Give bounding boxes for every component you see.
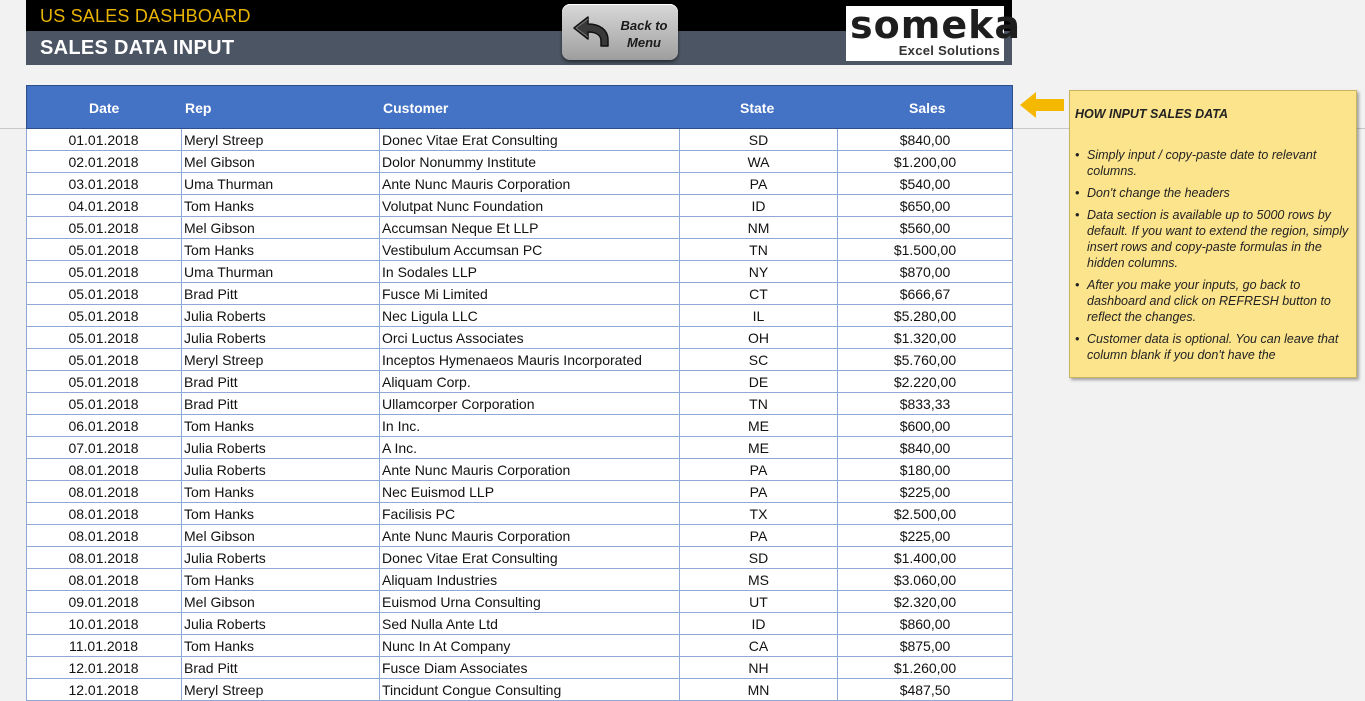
customer-cell[interactable]: Dolor Nonummy Institute [382, 154, 537, 170]
back-button-label [614, 17, 674, 51]
sales-cell[interactable]: $875,00 [899, 638, 951, 654]
table-row [26, 679, 1013, 701]
date-cell[interactable]: 05.01.2018 [68, 264, 139, 280]
rep-cell[interactable]: Julia Roberts [184, 330, 266, 346]
logo-subtitle: Excel Solutions [898, 43, 1000, 58]
rep-cell[interactable]: Brad Pitt [184, 374, 238, 390]
customer-cell[interactable]: A Inc. [382, 440, 418, 456]
sales-cell[interactable]: $2.500,00 [893, 506, 957, 522]
state-cell[interactable]: PA [749, 462, 768, 478]
sales-cell[interactable]: $840,00 [899, 440, 951, 456]
table-header-row [26, 85, 1013, 129]
state-cell[interactable]: NH [748, 660, 769, 676]
state-cell[interactable]: NY [748, 264, 769, 280]
table-row [26, 239, 1013, 261]
table-row [26, 173, 1013, 195]
rep-cell[interactable]: Brad Pitt [184, 660, 238, 676]
customer-cell[interactable]: Ante Nunc Mauris Corporation [382, 462, 571, 478]
date-cell[interactable]: 08.01.2018 [68, 572, 139, 588]
date-cell[interactable]: 08.01.2018 [68, 528, 139, 544]
table-row [26, 613, 1013, 635]
date-cell[interactable]: 01.01.2018 [68, 132, 139, 148]
date-cell[interactable]: 12.01.2018 [68, 660, 139, 676]
rep-cell[interactable]: Julia Roberts [184, 616, 266, 632]
table-row [26, 569, 1013, 591]
date-cell[interactable]: 08.01.2018 [68, 506, 139, 522]
date-cell[interactable]: 09.01.2018 [68, 594, 139, 610]
rep-cell[interactable]: Mel Gibson [184, 528, 255, 544]
table-row [26, 371, 1013, 393]
rep-cell[interactable]: Brad Pitt [184, 286, 238, 302]
sales-cell[interactable]: $650,00 [899, 198, 951, 214]
state-cell[interactable]: MS [748, 572, 769, 588]
sales-cell[interactable]: $2.220,00 [893, 374, 957, 390]
back-button-line2: Menu [627, 35, 661, 50]
sales-cell[interactable]: $180,00 [899, 462, 951, 478]
sales-cell[interactable]: $3.060,00 [893, 572, 957, 588]
sales-cell[interactable]: $600,00 [899, 418, 951, 434]
state-cell[interactable]: WA [747, 154, 770, 170]
note-title: HOW INPUT SALES DATA [1075, 107, 1229, 121]
rep-cell[interactable]: Uma Thurman [184, 264, 274, 280]
customer-cell[interactable]: In Inc. [382, 418, 421, 434]
state-cell[interactable]: DE [748, 374, 769, 390]
state-cell[interactable]: SC [748, 352, 769, 368]
table-row [26, 217, 1013, 239]
state-cell[interactable]: PA [749, 176, 768, 192]
sales-cell[interactable]: $1.400,00 [893, 550, 957, 566]
date-cell[interactable]: 10.01.2018 [68, 616, 139, 632]
rep-cell[interactable]: Tom Hanks [184, 484, 255, 500]
table-row [26, 349, 1013, 371]
state-cell[interactable]: PA [749, 528, 768, 544]
date-cell[interactable]: 11.01.2018 [68, 638, 139, 654]
table-row [26, 591, 1013, 613]
customer-cell[interactable]: Inceptos Hymenaeos Mauris Incorporated [382, 352, 642, 368]
rep-cell[interactable]: Meryl Streep [184, 352, 264, 368]
state-cell[interactable]: TX [749, 506, 768, 522]
table-row [26, 393, 1013, 415]
table-row [26, 503, 1013, 525]
table-body [26, 129, 1013, 701]
table-row [26, 283, 1013, 305]
sales-cell[interactable]: $1.200,00 [893, 154, 957, 170]
rep-cell[interactable]: Mel Gibson [184, 594, 255, 610]
sales-cell[interactable]: $487,50 [899, 682, 951, 698]
rep-cell[interactable]: Julia Roberts [184, 550, 266, 566]
state-cell[interactable]: UT [749, 594, 768, 610]
customer-cell[interactable]: Donec Vitae Erat Consulting [382, 550, 558, 566]
back-button-line1: Back to [620, 18, 668, 33]
note-list [1075, 147, 1353, 369]
state-cell[interactable]: TN [749, 396, 768, 412]
customer-cell[interactable]: Donec Vitae Erat Consulting [382, 132, 558, 148]
date-cell[interactable]: 05.01.2018 [68, 308, 139, 324]
date-cell[interactable]: 05.01.2018 [68, 352, 139, 368]
back-arrow-icon [570, 11, 614, 53]
customer-cell[interactable]: Aliquam Industries [382, 572, 498, 588]
date-cell[interactable]: 05.01.2018 [68, 374, 139, 390]
logo-word: someka [850, 3, 1022, 47]
back-to-menu-button[interactable] [562, 4, 678, 60]
customer-cell[interactable]: Fusce Mi Limited [382, 286, 488, 302]
instructions-note [1069, 90, 1357, 378]
column-header-date[interactable]: Date [89, 100, 120, 116]
note-item: • Simply input / copy-paste date to relevant columns. [1075, 147, 1353, 179]
rep-cell[interactable]: Tom Hanks [184, 638, 255, 654]
table-row [26, 195, 1013, 217]
customer-cell[interactable]: Ante Nunc Mauris Corporation [382, 528, 571, 544]
column-header-state[interactable]: State [740, 100, 775, 116]
sales-cell[interactable]: $225,00 [899, 484, 951, 500]
table-row [26, 415, 1013, 437]
customer-cell[interactable]: Euismod Urna Consulting [382, 594, 541, 610]
table-row [26, 151, 1013, 173]
sales-cell[interactable]: $5.760,00 [893, 352, 957, 368]
state-cell[interactable]: PA [749, 484, 768, 500]
customer-cell[interactable]: Tincidunt Congue Consulting [382, 682, 562, 698]
date-cell[interactable]: 08.01.2018 [68, 484, 139, 500]
date-cell[interactable]: 07.01.2018 [68, 440, 139, 456]
table-row [26, 657, 1013, 679]
rep-cell[interactable]: Julia Roberts [184, 440, 266, 456]
state-cell[interactable]: IL [752, 308, 765, 324]
date-cell[interactable]: 08.01.2018 [68, 462, 139, 478]
customer-cell[interactable]: Ante Nunc Mauris Corporation [382, 176, 571, 192]
date-cell[interactable]: 05.01.2018 [68, 242, 139, 258]
date-cell[interactable]: 04.01.2018 [68, 198, 139, 214]
date-cell[interactable]: 02.01.2018 [68, 154, 139, 170]
sales-cell[interactable]: $1.320,00 [893, 330, 957, 346]
table-row [26, 635, 1013, 657]
table-row [26, 437, 1013, 459]
sales-cell[interactable]: $2.320,00 [893, 594, 957, 610]
column-header-sales[interactable]: Sales [909, 100, 946, 116]
date-cell[interactable]: 05.01.2018 [68, 396, 139, 412]
sales-cell[interactable]: $225,00 [899, 528, 951, 544]
rep-cell[interactable]: Mel Gibson [184, 154, 255, 170]
customer-cell[interactable]: Nec Euismod LLP [382, 484, 495, 500]
rep-cell[interactable]: Brad Pitt [184, 396, 238, 412]
state-cell[interactable]: SD [748, 132, 769, 148]
sales-cell[interactable]: $5.280,00 [893, 308, 957, 324]
rep-cell[interactable]: Uma Thurman [184, 176, 274, 192]
column-header-customer[interactable]: Customer [383, 100, 449, 116]
dashboard-title: US SALES DASHBOARD [40, 6, 251, 26]
customer-cell[interactable]: Volutpat Nunc Foundation [382, 198, 544, 214]
date-cell[interactable]: 08.01.2018 [68, 550, 139, 566]
state-cell[interactable]: SD [748, 550, 769, 566]
rep-cell[interactable]: Tom Hanks [184, 572, 255, 588]
customer-cell[interactable]: Orci Luctus Associates [382, 330, 524, 346]
someka-logo [846, 3, 1022, 61]
rep-cell[interactable]: Tom Hanks [184, 506, 255, 522]
sales-cell[interactable]: $666,67 [899, 286, 951, 302]
customer-cell[interactable]: Ullamcorper Corporation [382, 396, 535, 412]
table-row [26, 481, 1013, 503]
sales-cell[interactable]: $540,00 [899, 176, 951, 192]
customer-cell[interactable]: Vestibulum Accumsan PC [382, 242, 543, 258]
rep-cell[interactable]: Mel Gibson [184, 220, 255, 236]
dashboard-header [26, 0, 1022, 65]
date-cell[interactable]: 12.01.2018 [68, 682, 139, 698]
table-row [26, 459, 1013, 481]
state-cell[interactable]: ME [748, 418, 769, 434]
sales-cell[interactable]: $860,00 [899, 616, 951, 632]
rep-cell[interactable]: Tom Hanks [184, 198, 255, 214]
note-item: • After you make your inputs, go back to dashboard and click on REFRESH button to reflect the changes. [1075, 277, 1353, 325]
sales-cell[interactable]: $1.260,00 [893, 660, 957, 676]
note-item: • Data section is available up to 5000 rows by default. If you want to extend the region, simply insert rows and copy-paste formulas in the hidden columns. [1075, 207, 1353, 271]
date-cell[interactable]: 03.01.2018 [68, 176, 139, 192]
customer-cell[interactable]: Nunc In At Company [382, 638, 511, 654]
rep-cell[interactable]: Meryl Streep [184, 682, 264, 698]
rep-cell[interactable]: Julia Roberts [184, 462, 266, 478]
table-row [26, 305, 1013, 327]
customer-cell[interactable]: Facilisis PC [382, 506, 456, 522]
state-cell[interactable]: CA [748, 638, 769, 654]
customer-cell[interactable]: Accumsan Neque Et LLP [382, 220, 539, 236]
customer-cell[interactable]: Fusce Diam Associates [382, 660, 528, 676]
state-cell[interactable]: ID [751, 198, 766, 214]
table-row [26, 525, 1013, 547]
rep-cell[interactable]: Julia Roberts [184, 308, 266, 324]
customer-cell[interactable]: In Sodales LLP [382, 264, 477, 280]
sales-cell[interactable]: $840,00 [899, 132, 951, 148]
note-item: • Customer data is optional. You can leave that column blank if you don't have the [1075, 331, 1353, 363]
date-cell[interactable]: 05.01.2018 [68, 220, 139, 236]
note-item: • Don't change the headers [1075, 185, 1353, 201]
table-row [26, 261, 1013, 283]
customer-cell[interactable]: Nec Ligula LLC [382, 308, 478, 324]
state-cell[interactable]: CT [749, 286, 768, 302]
rep-cell[interactable]: Tom Hanks [184, 418, 255, 434]
state-cell[interactable]: ME [748, 440, 769, 456]
rep-cell[interactable]: Meryl Streep [184, 132, 264, 148]
state-cell[interactable]: NM [747, 220, 770, 236]
state-cell[interactable]: OH [748, 330, 769, 346]
sales-cell[interactable]: $1.500,00 [893, 242, 957, 258]
state-cell[interactable]: TN [749, 242, 768, 258]
sales-cell[interactable]: $870,00 [899, 264, 951, 280]
date-cell[interactable]: 05.01.2018 [68, 286, 139, 302]
state-cell[interactable]: MN [747, 682, 770, 698]
customer-cell[interactable]: Aliquam Corp. [382, 374, 471, 390]
state-cell[interactable]: ID [751, 616, 766, 632]
left-arrow-icon [1020, 91, 1064, 119]
table-row [26, 327, 1013, 349]
customer-cell[interactable]: Sed Nulla Ante Ltd [382, 616, 498, 632]
sales-cell[interactable]: $833,33 [899, 396, 951, 412]
sales-cell[interactable]: $560,00 [899, 220, 951, 236]
table-row [26, 129, 1013, 151]
page-title: SALES DATA INPUT [40, 37, 235, 59]
date-cell[interactable]: 06.01.2018 [68, 418, 139, 434]
date-cell[interactable]: 05.01.2018 [68, 330, 139, 346]
rep-cell[interactable]: Tom Hanks [184, 242, 255, 258]
column-header-rep[interactable]: Rep [185, 100, 212, 116]
table-row [26, 547, 1013, 569]
